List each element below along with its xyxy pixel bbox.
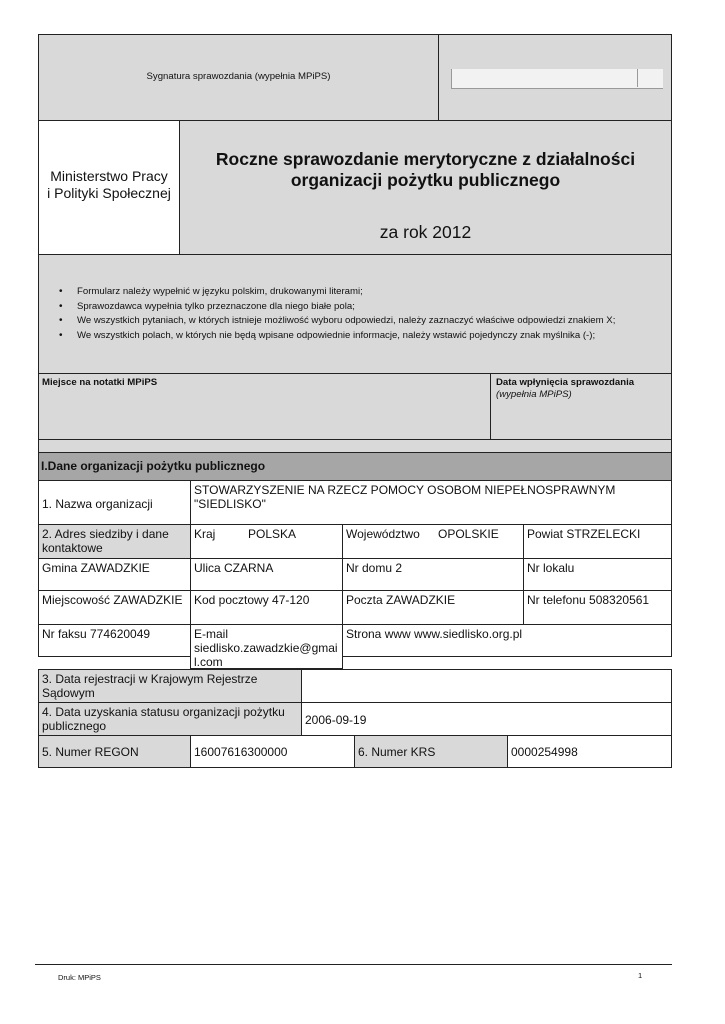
- instructions-list: [39, 285, 615, 343]
- footer-print-label: Druk: MPiPS: [58, 973, 101, 982]
- notes-label: Miejsce na notatki MPiPS: [42, 377, 158, 388]
- received-date-box: [490, 373, 672, 440]
- instruction-item: • We wszystkich pytaniach, w których istnieje możliwość wyboru odpowiedzi, należy zaznaczyć właściwe odpowiedzi znakiem X;: [77, 314, 615, 329]
- regon-field[interactable]: [190, 735, 355, 768]
- website-value: Strona www www.siedlisko.org.pl: [346, 627, 523, 641]
- krs-label: 6. Numer KRS: [358, 745, 436, 759]
- address-label-line1: 2. Adres siedziby i dane: [42, 527, 169, 541]
- website-field[interactable]: [342, 624, 672, 657]
- country-field[interactable]: [190, 524, 343, 559]
- country-value: POLSKA: [248, 527, 297, 541]
- krs-field[interactable]: [507, 735, 672, 768]
- signature-box: [38, 34, 439, 121]
- house-number-field[interactable]: [342, 558, 524, 591]
- instruction-item: • Formularz należy wypełnić w języku polskim, drukowanymi literami;: [77, 285, 615, 300]
- krs-label-cell: [354, 735, 508, 768]
- locality-field[interactable]: [38, 590, 191, 625]
- title-line2: organizacji pożytku publicznego: [290, 170, 561, 190]
- phone-field[interactable]: [523, 590, 672, 625]
- krs-registration-label-line2: Sądowym: [42, 686, 95, 700]
- signature-input[interactable]: [451, 69, 663, 89]
- country-label: Kraj: [194, 527, 216, 541]
- post-office-value: Poczta ZAWADZKIE: [346, 593, 456, 607]
- org-name-label: 1. Nazwa organizacji: [42, 497, 153, 511]
- voivodeship-field[interactable]: [342, 524, 524, 559]
- ministry-box: [38, 120, 180, 255]
- opp-status-date-field[interactable]: [301, 702, 672, 736]
- email-line1: E-mail: [194, 627, 229, 641]
- postal-code-value: Kod pocztowy 47-120: [194, 593, 310, 607]
- email-field[interactable]: [190, 624, 343, 669]
- email-line3: l.com: [194, 655, 223, 669]
- flat-number-value: Nr lokalu: [527, 561, 575, 575]
- street-field[interactable]: [190, 558, 343, 591]
- notes-spacer: [38, 439, 672, 453]
- krs-registration-date-field[interactable]: [301, 669, 672, 703]
- org-name-line2: "SIEDLISKO": [194, 497, 266, 511]
- address-label-line2: kontaktowe: [42, 541, 103, 555]
- street-value: Ulica CZARNA: [194, 561, 274, 575]
- commune-field[interactable]: [38, 558, 191, 591]
- title-box: [179, 120, 672, 255]
- opp-status-label-cell: [38, 702, 302, 736]
- commune-value: Gmina ZAWADZKIE: [42, 561, 150, 575]
- instructions-box: [38, 254, 672, 374]
- regon-label: 5. Numer REGON: [42, 745, 139, 759]
- page-number: 1: [638, 971, 643, 980]
- krs-registration-label-cell: [38, 669, 302, 703]
- footer-rule: [35, 964, 672, 965]
- signature-field: [438, 34, 672, 121]
- notes-box: [38, 373, 491, 440]
- opp-status-label-line2: publicznego: [42, 719, 107, 733]
- instruction-item: • We wszystkich polach, w których nie będą wpisane odpowiednie informacje, należy wstawić pojedynczy znak myślnika (-);: [77, 329, 615, 344]
- opp-status-date-value: 2006-09-19: [305, 713, 367, 727]
- instruction-item: • Sprawozdawca wypełnia tylko przeznaczone dla niego białe pola;: [77, 300, 615, 315]
- regon-value: 16007616300000: [194, 745, 288, 759]
- postal-code-field[interactable]: [190, 590, 343, 625]
- received-date-sublabel: (wypełnia MPiPS): [496, 389, 572, 400]
- krs-value: 0000254998: [511, 745, 578, 759]
- fax-value: Nr faksu 774620049: [42, 627, 151, 641]
- received-date-label: Data wpłynięcia sprawozdania: [496, 377, 635, 388]
- title-line1: Roczne sprawozdanie merytoryczne z działalności: [215, 149, 636, 169]
- org-name-line1: STOWARZYSZENIE NA RZECZ POMOCY OSOBOM NIEPEŁNOSPRAWNYM: [194, 483, 616, 497]
- county-field[interactable]: [523, 524, 672, 559]
- year-label: za rok 2012: [379, 222, 472, 242]
- email-line2: siedlisko.zawadzkie@gmai: [194, 641, 338, 655]
- regon-label-cell: [38, 735, 191, 768]
- ministry-line2: i Polityki Społecznej: [47, 185, 171, 201]
- address-label-cell: [38, 524, 191, 559]
- section-heading: [38, 452, 672, 481]
- house-number-value: Nr domu 2: [346, 561, 403, 575]
- post-office-field[interactable]: [342, 590, 524, 625]
- section-heading-text: I.Dane organizacji pożytku publicznego: [41, 459, 266, 473]
- locality-value: Miejscowość ZAWADZKIE: [42, 593, 183, 607]
- ministry-line1: Ministerstwo Pracy: [50, 168, 168, 184]
- county-value: Powiat STRZELECKI: [527, 527, 641, 541]
- phone-value: Nr telefonu 508320561: [527, 593, 650, 607]
- voivodeship-label: Województwo: [346, 527, 420, 541]
- org-name-field[interactable]: [190, 480, 672, 525]
- signature-label: Sygnatura sprawozdania (wypełnia MPiPS): [146, 71, 331, 82]
- krs-registration-label-line1: 3. Data rejestracji w Krajowym Rejestrze: [42, 672, 258, 686]
- opp-status-label-line1: 4. Data uzyskania statusu organizacji pożytku: [42, 705, 285, 719]
- org-name-label-cell: [38, 480, 191, 525]
- voivodeship-value: OPOLSKIE: [438, 527, 499, 541]
- fax-field[interactable]: [38, 624, 191, 657]
- flat-number-field[interactable]: [523, 558, 672, 591]
